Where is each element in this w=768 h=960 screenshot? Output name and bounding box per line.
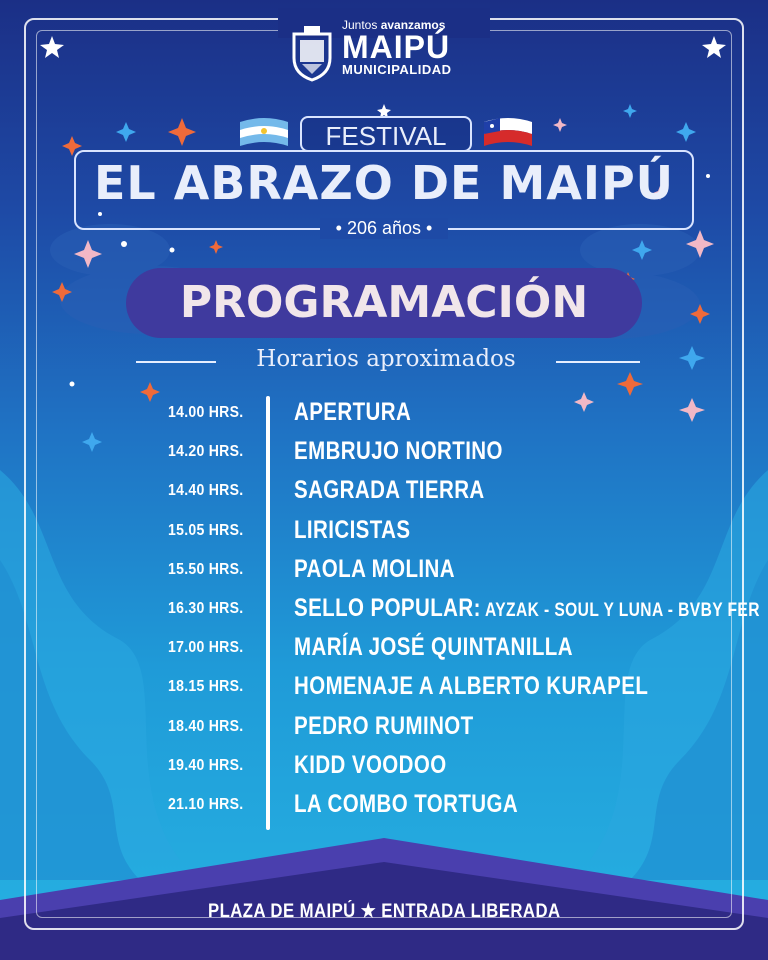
- footer-text: PLAZA DE MAIPÚ ★ ENTRADA LIBERADA: [207, 901, 561, 922]
- schedule-time: 14.20 HRS.: [168, 443, 244, 461]
- schedule-act: KIDD VOODOO: [294, 750, 447, 779]
- horarios-line-left: [136, 361, 216, 363]
- anniversary-years: • 206 años •: [320, 218, 448, 239]
- event-title: EL ABRAZO DE MAIPÚ: [93, 156, 675, 210]
- schedule-time: 15.50 HRS.: [168, 560, 244, 578]
- schedule-act: LIRICISTAS: [294, 515, 411, 544]
- footer-location: [0, 900, 768, 923]
- schedule-act: PAOLA MOLINA: [294, 554, 455, 583]
- schedule-row: [168, 555, 728, 594]
- schedule-act: SAGRADA TIERRA: [294, 476, 485, 505]
- schedule-time: 15.05 HRS.: [168, 521, 244, 539]
- logo-name: MAIPÚ: [342, 29, 451, 65]
- schedule-time: 18.15 HRS.: [168, 678, 244, 696]
- schedule-list: [168, 398, 760, 829]
- logo-subtitle: MUNICIPALIDAD: [342, 62, 452, 77]
- schedule-row: [168, 398, 728, 437]
- programacion-heading: PROGRAMACIÓN: [126, 268, 642, 338]
- schedule-time: 16.30 HRS.: [168, 599, 244, 617]
- schedule-time: 21.10 HRS.: [168, 795, 244, 813]
- schedule-act: MARÍA JOSÉ QUINTANILLA: [294, 633, 573, 662]
- schedule-time: 14.40 HRS.: [168, 482, 244, 500]
- schedule-act: LA COMBO TORTUGA: [294, 789, 519, 818]
- schedule-row: [168, 476, 728, 515]
- schedule-row: [168, 593, 760, 633]
- schedule-row: [168, 672, 728, 711]
- schedule-act: [294, 594, 760, 623]
- schedule-row: [168, 790, 728, 829]
- schedule-act: APERTURA: [294, 398, 412, 426]
- horarios-line-right: [556, 361, 640, 363]
- schedule-act: HOMENAJE A ALBERTO KURAPEL: [294, 672, 649, 701]
- logo-tagline: Juntos avanzamos: [342, 18, 446, 32]
- schedule-time: 17.00 HRS.: [168, 639, 244, 657]
- festival-label: FESTIVAL: [300, 116, 472, 152]
- schedule-row: [168, 712, 728, 751]
- schedule-act-main: SELLO POPULAR:: [294, 593, 481, 622]
- schedule-time: 19.40 HRS.: [168, 756, 244, 774]
- schedule-row: [168, 633, 728, 672]
- coat-of-arms-icon: [290, 24, 334, 82]
- schedule-row: [168, 437, 728, 476]
- horarios-subtitle: Horarios aproximados: [256, 346, 516, 372]
- schedule-act: PEDRO RUMINOT: [294, 711, 474, 740]
- schedule-act-extra: AYZAK - SOUL Y LUNA - BVBY FER: [480, 599, 760, 621]
- schedule-row: [168, 751, 728, 790]
- logo-text: [342, 18, 452, 77]
- schedule-time: 18.40 HRS.: [168, 717, 244, 735]
- municipality-logo: [290, 16, 490, 86]
- schedule-act: EMBRUJO NORTINO: [294, 437, 503, 466]
- schedule-row: [168, 516, 728, 555]
- schedule-time: 14.00 HRS.: [168, 404, 244, 421]
